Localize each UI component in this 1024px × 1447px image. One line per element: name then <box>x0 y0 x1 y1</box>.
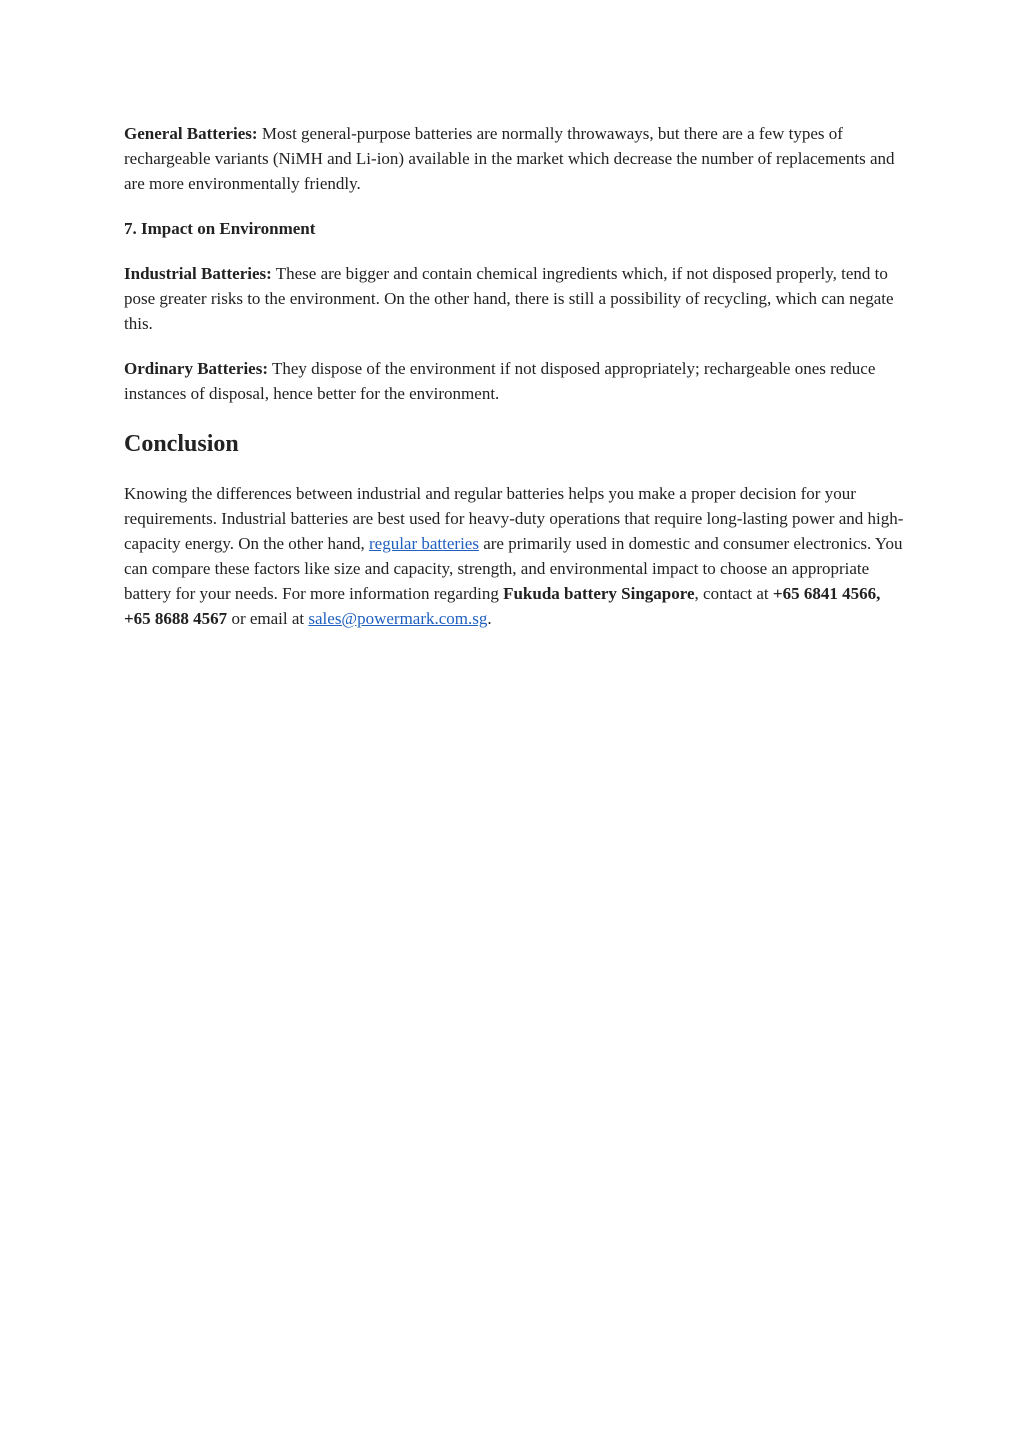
conclusion-heading: Conclusion <box>124 431 239 457</box>
ordinary-batteries-text: They dispose of the environment if not disposed appropriately; rechargeable ones reduce instances of disposal, hence better for the environment. <box>124 359 876 403</box>
conclusion-text-start: Knowing the differences between industrial and regular batteries helps you make a proper decision for your requirements. Industrial batteries are best used for heavy-duty operations that require long-lasting power and high-capacity energy. On the other hand, <box>124 484 904 553</box>
general-batteries-paragraph <box>124 121 904 196</box>
brand-name: Fukuda battery Singapore <box>503 584 695 603</box>
contact-prefix: , contact at <box>694 584 773 603</box>
impact-on-environment-heading: 7. Impact on Environment <box>124 219 316 238</box>
email-link[interactable]: sales@powermark.com.sg <box>308 609 488 628</box>
general-batteries-label: General Batteries: <box>124 124 258 143</box>
conclusion-text-middle: are primarily used in domestic and consumer electronics. You can compare these factors like size and capacity, strength, and environmental impact to choose an appropriate battery for your needs. For more information regarding <box>124 534 903 603</box>
conclusion-paragraph <box>124 481 904 631</box>
email-prefix: or email at <box>227 609 309 628</box>
industrial-batteries-label: Industrial Batteries: <box>124 264 272 283</box>
industrial-batteries-paragraph <box>124 261 904 336</box>
ordinary-batteries-label: Ordinary Batteries: <box>124 359 268 378</box>
conclusion-end: . <box>487 609 492 628</box>
phone-numbers: +65 6841 4566, +65 8688 4567 <box>124 584 881 628</box>
industrial-batteries-text: These are bigger and contain chemical ingredients which, if not disposed properly, tend to pose greater risks to the environment. On the other hand, there is still a possibility of recycling, which can negate this. <box>124 264 894 333</box>
general-batteries-text: Most general-purpose batteries are normally throwaways, but there are a few types of rechargeable variants (NiMH and Li-ion) available in the market which decrease the number of replacements and are more environmentally friendly. <box>124 124 895 193</box>
document-page <box>124 121 904 631</box>
ordinary-batteries-paragraph <box>124 356 904 406</box>
regular-batteries-link[interactable]: regular batteries <box>369 534 479 553</box>
